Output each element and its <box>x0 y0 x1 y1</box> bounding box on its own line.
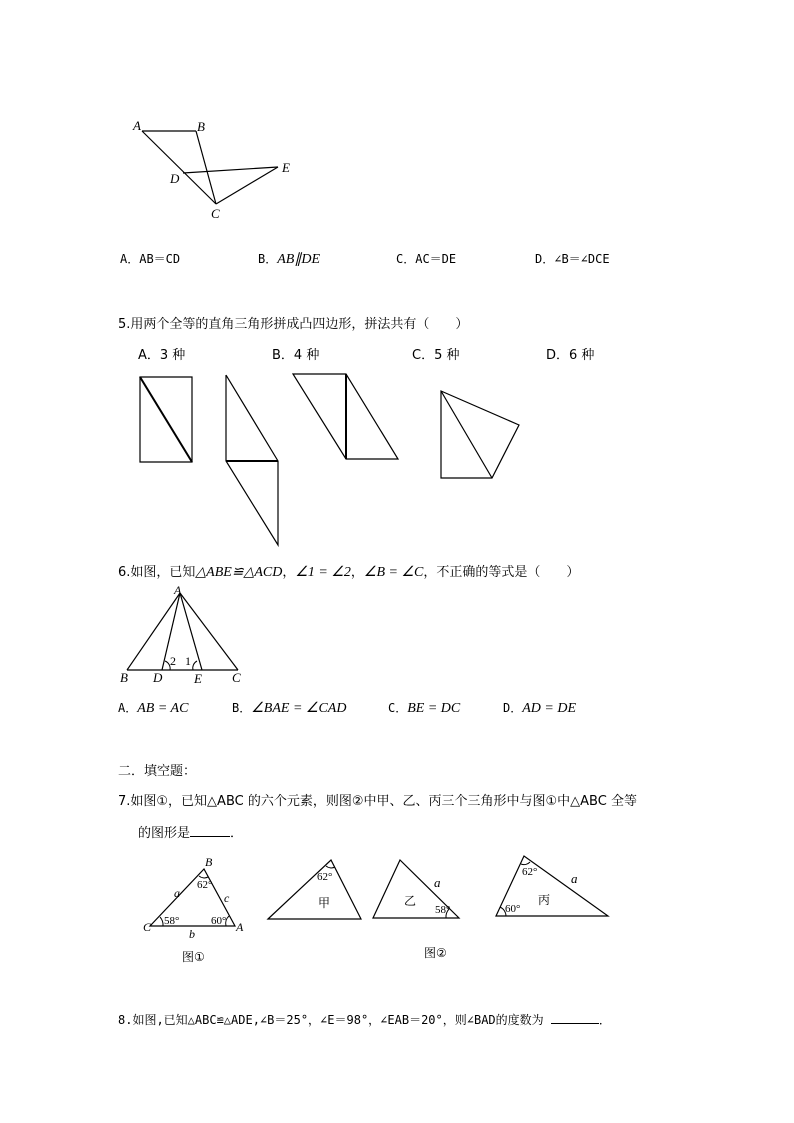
q8-stem <box>118 1011 611 1028</box>
q8-stem-text: 8.如图,已知△ABC≌△ADE,∠B＝25°，∠E＝98°，∠EAB＝20°，则∠BAD的度数为 <box>118 1013 544 1027</box>
q7-yi-angle: 58° <box>435 904 451 916</box>
q7-fig1-label-b: B <box>205 855 213 869</box>
q7-fig1-label-a: A <box>236 920 244 934</box>
q6-label-a: A <box>174 583 182 597</box>
q6-stem-congruence: △ABE≌△ACD <box>195 565 283 580</box>
q7-fig1-angle-b: 62° <box>197 879 213 891</box>
q7-fig1-angle-a: 60° <box>211 915 227 927</box>
q7-fig2-caption: 图② <box>424 946 447 960</box>
q5-option-b[interactable]: B．4 种 <box>272 348 320 363</box>
q4-label-c: C <box>211 206 220 221</box>
q7-yi-side: a <box>434 875 441 890</box>
q4-label-b: B <box>197 119 205 134</box>
q6-stem-suffix: ，不正确的等式是（ ） <box>423 565 580 580</box>
q8-stem-suffix: ． <box>598 1013 611 1027</box>
q5-stem: 5.用两个全等的直角三角形拼成凸四边形，拼法共有（ ） <box>118 317 469 332</box>
q7-bing-angle-top: 62° <box>522 866 538 878</box>
q6-stem-angle-eq: ∠1 = ∠2 <box>295 565 351 580</box>
option-text: ∠B＝∠DCE <box>554 252 610 266</box>
q7-bing-side: a <box>571 871 578 886</box>
q4-label-d: D <box>170 171 180 186</box>
option-letter: C． <box>396 252 416 266</box>
option-text: BE = DC <box>407 701 461 716</box>
option-letter: B． <box>258 252 278 266</box>
option-text: AB＝CD <box>139 252 181 266</box>
q4-label-e: E <box>282 160 290 175</box>
option-text: ∠BAE = ∠CAD <box>251 701 347 716</box>
option-letter: D． <box>535 252 555 266</box>
q7-yi-name: 乙 <box>404 894 417 908</box>
q6-stem-sep: ， <box>350 565 364 580</box>
option-letter: D． <box>503 701 523 715</box>
q7-jia-triangle <box>268 860 361 919</box>
q6-stem-sep: ， <box>282 565 296 580</box>
option-letter: B． <box>232 701 252 715</box>
q7-bing-arc-top <box>521 862 530 865</box>
q7-stem-line2-suffix: ． <box>230 826 244 841</box>
q5-option-a[interactable]: A．3 种 <box>138 348 186 363</box>
q7-fig1-caption: 图① <box>182 950 205 964</box>
q6-label-angle-2: 2 <box>170 654 176 668</box>
q7-fig1-arc-b <box>199 876 208 878</box>
q6-label-angle-1: 1 <box>185 654 191 668</box>
option-text: AB∥DE <box>277 252 320 267</box>
option-text: AC＝DE <box>415 252 457 266</box>
q6-stem-prefix: 6.如图，已知 <box>118 565 196 580</box>
q5-option-d[interactable]: D．6 种 <box>546 348 595 363</box>
q7-bing-name: 丙 <box>538 893 551 907</box>
option-letter: C． <box>388 701 408 715</box>
answer-blank[interactable] <box>551 1011 599 1024</box>
q7-fig1-angle-c: 58° <box>164 915 180 927</box>
q4-label-a: A <box>133 118 141 133</box>
q7-fig1-side-a: a <box>174 886 180 900</box>
q6-stem-angle-eq: ∠B = ∠C <box>363 565 424 580</box>
q5-option-c[interactable]: C．5 种 <box>412 348 460 363</box>
q7-fig1-side-c: c <box>224 891 230 905</box>
option-letter: A． <box>118 701 138 715</box>
q7-stem-line1: 7.如图①，已知△ABC 的六个元素，则图②中甲、乙、丙三个三角形中与图①中△ABC 全等 <box>118 794 637 809</box>
q6-label-b: B <box>120 670 128 685</box>
q7-fig1-arc-c <box>160 917 163 926</box>
option-text: AD = DE <box>522 701 577 716</box>
q7-jia-name: 甲 <box>318 896 331 910</box>
q7-fig1-label-c: C <box>143 920 152 934</box>
q7-fig1-side-b: b <box>189 927 195 941</box>
section-title: 二．填空题： <box>118 764 197 779</box>
q7-stem-line2-prefix: 的图形是 <box>138 826 191 841</box>
option-letter: A． <box>120 252 140 266</box>
q7-jia-angle: 62° <box>317 871 333 883</box>
q6-label-e: E <box>194 671 202 686</box>
option-text: AB = AC <box>137 701 189 716</box>
q7-bing-angle-left: 60° <box>505 903 521 915</box>
q6-label-d: D <box>153 670 163 685</box>
q6-label-c: C <box>232 670 241 685</box>
